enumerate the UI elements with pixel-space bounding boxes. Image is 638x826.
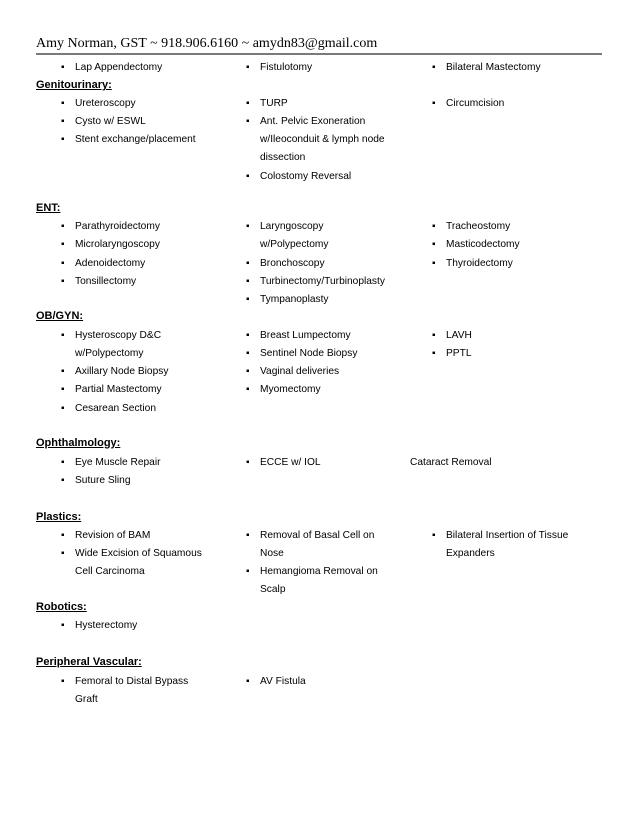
list-item: ▪ Stent exchange/placement: [75, 133, 196, 146]
list-item: ▪ Bronchoscopy: [260, 257, 325, 270]
list-item: ▪ Turbinectomy/Turbinoplasty: [260, 275, 385, 288]
list-item: ▪ Femoral to Distal Bypass: [75, 675, 188, 688]
list-item-continuation: Nose: [260, 548, 284, 559]
section-heading-plastics: Plastics:: [36, 511, 82, 523]
list-item: ▪ Fistulotomy: [260, 61, 312, 74]
list-item: ▪ Bilateral Insertion of Tissue: [446, 529, 568, 542]
list-item-continuation: Expanders: [446, 548, 495, 559]
list-item-continuation: Scalp: [260, 584, 286, 595]
list-item-continuation: dissection: [260, 152, 306, 163]
list-item: ▪ Tympanoplasty: [260, 293, 329, 306]
list-item: ▪ LAVH: [446, 329, 472, 342]
list-item: ▪ Microlaryngoscopy: [75, 238, 160, 251]
list-item: ▪ Colostomy Reversal: [260, 170, 351, 183]
list-item: ▪ Axillary Node Biopsy: [75, 365, 168, 378]
list-item: ▪ PPTL: [446, 347, 471, 360]
section-heading-ophthalmology: Ophthalmology:: [36, 437, 121, 449]
section-heading-peripheral-vascular: Peripheral Vascular:: [36, 656, 142, 668]
resume-header: Amy Norman, GST ~ 918.906.6160 ~ amydn83@gmail.com: [36, 35, 602, 55]
list-item: ▪ Ant. Pelvic Exoneration: [260, 115, 365, 128]
list-item: ▪ Parathyroidectomy: [75, 220, 160, 233]
list-item: ▪ AV Fistula: [260, 675, 306, 688]
list-item: ▪ Tracheostomy: [446, 220, 510, 233]
list-item: ▪ Breast Lumpectomy: [260, 329, 351, 342]
list-item-continuation: Graft: [75, 694, 98, 705]
section-heading-obgyn: OB/GYN:: [36, 310, 84, 322]
list-item: ▪ TURP: [260, 97, 288, 110]
list-item: ▪ Removal of Basal Cell on: [260, 529, 374, 542]
list-item: ▪ Adenoidectomy: [75, 257, 145, 270]
list-item: ▪ Tonsillectomy: [75, 275, 136, 288]
list-item: ▪ Wide Excision of Squamous: [75, 547, 202, 560]
list-item-continuation: w/Ileoconduit & lymph node: [260, 134, 385, 145]
list-item-continuation: w/Polypectomy: [260, 239, 329, 250]
list-item: ▪ Thyroidectomy: [446, 257, 513, 270]
list-item: ▪ Circumcision: [446, 97, 504, 110]
section-heading-robotics: Robotics:: [36, 601, 87, 613]
list-item: ▪ Suture Sling: [75, 474, 131, 487]
list-item: ▪ Cesarean Section: [75, 402, 156, 415]
section-heading-ent: ENT:: [36, 202, 61, 214]
list-item: ▪ Revision of BAM: [75, 529, 150, 542]
list-item: ▪ Bilateral Mastectomy: [446, 61, 541, 74]
list-item-continuation: w/Polypectomy: [75, 348, 144, 359]
list-item: ▪ Hemangioma Removal on: [260, 565, 378, 578]
list-item: ▪ Myomectomy: [260, 383, 321, 396]
list-item: ▪ Eye Muscle Repair: [75, 456, 161, 469]
list-item: ▪ Ureteroscopy: [75, 97, 136, 110]
list-item: ▪ Cysto w/ ESWL: [75, 115, 146, 128]
list-item: ▪ ECCE w/ IOL: [260, 456, 321, 469]
list-item: ▪ Hysterectomy: [75, 619, 137, 632]
list-item: ▪ Vaginal deliveries: [260, 365, 339, 378]
list-item: ▪ Masticodectomy: [446, 238, 520, 251]
list-item: ▪ Hysteroscopy D&C: [75, 329, 161, 342]
section-heading-genitourinary: Genitourinary:: [36, 79, 112, 91]
list-item: Cataract Removal: [410, 457, 492, 468]
list-item: ▪ Sentinel Node Biopsy: [260, 347, 357, 360]
list-item: ▪ Partial Mastectomy: [75, 383, 162, 396]
list-item-continuation: Cell Carcinoma: [75, 566, 145, 577]
list-item: ▪ Laryngoscopy: [260, 220, 323, 233]
list-item: ▪ Lap Appendectomy: [75, 61, 162, 74]
